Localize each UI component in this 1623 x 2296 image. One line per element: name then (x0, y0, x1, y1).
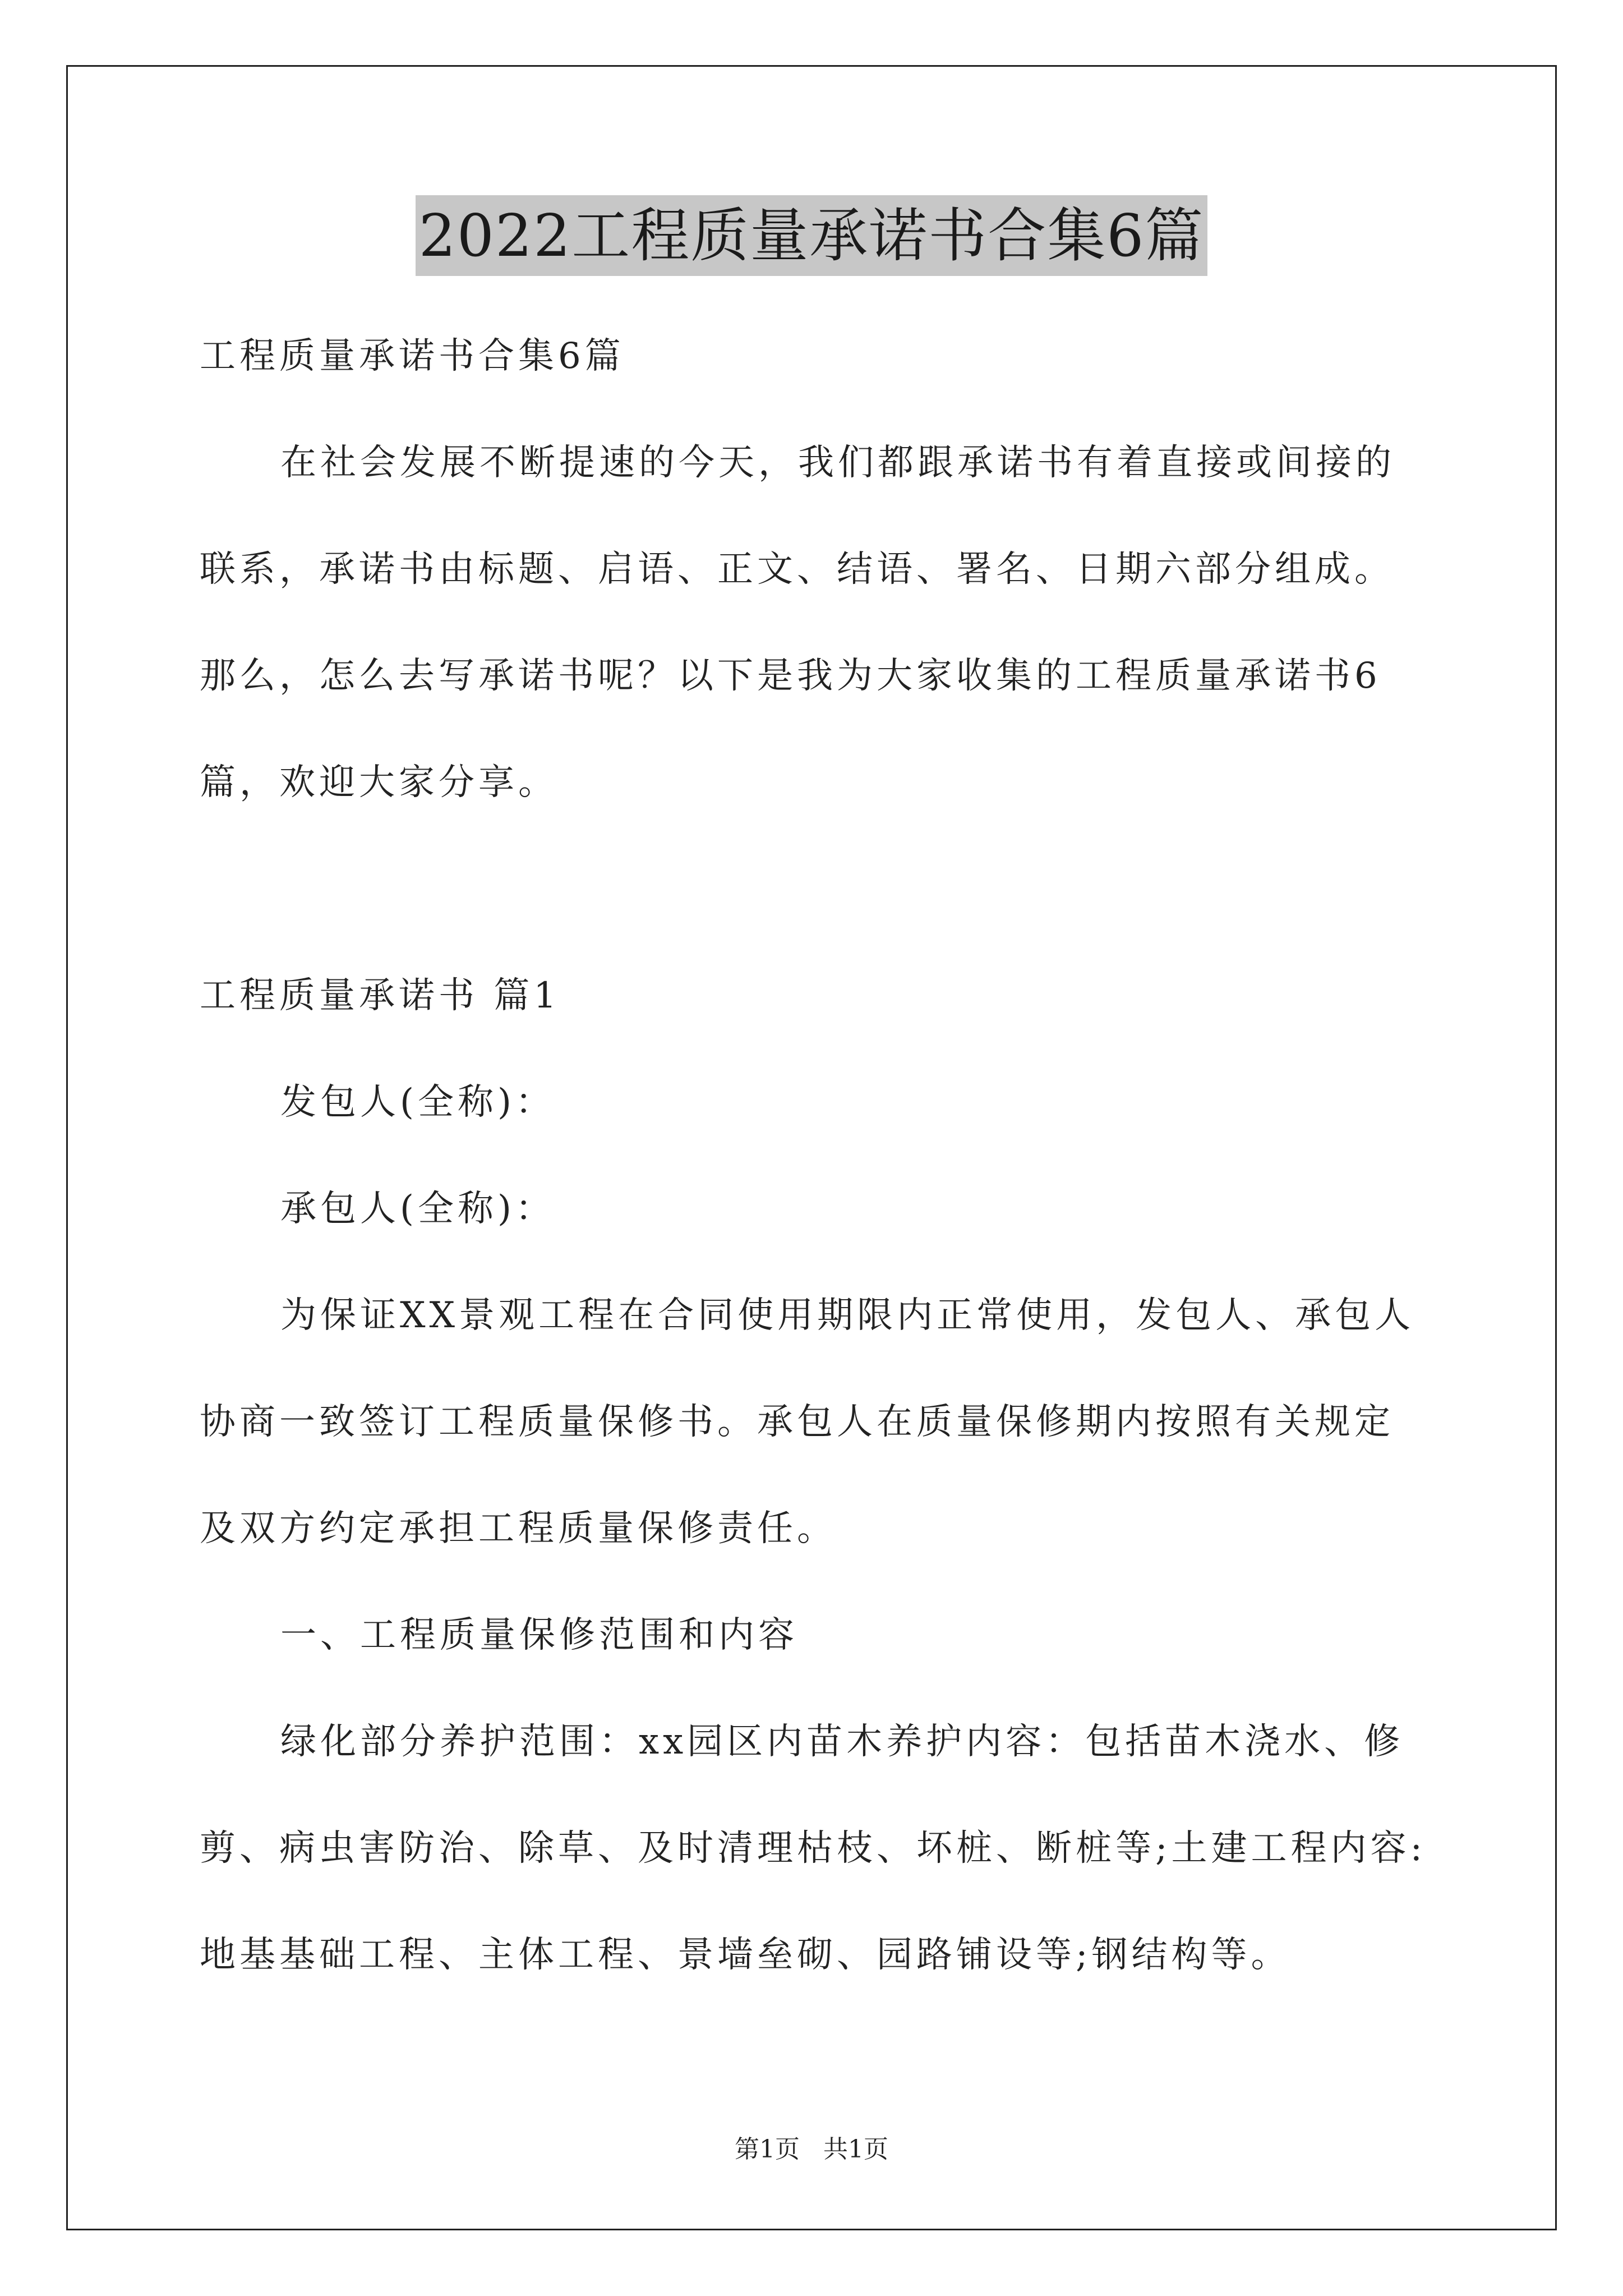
document-body (200, 303, 1433, 2008)
document-title: 2022工程质量承诺书合集6篇 (416, 195, 1208, 276)
blank-line (200, 836, 1433, 942)
page-number: 第1页 共1页 (735, 2135, 888, 2164)
paragraph-line: 剪、病虫害防治、除草、及时清理枯枝、坏桩、断桩等;土建工程内容: (200, 1828, 1427, 1869)
party-b-line: 承包人(全称)： (280, 1188, 555, 1230)
paragraph-line: 为保证XX景观工程在合同使用期限内正常使用，发包人、承包人 (280, 1295, 1415, 1336)
intro-line: 联系，承诺书由标题、启语、正文、结语、署名、日期六部分组成。 (200, 549, 1394, 590)
page-footer (0, 2133, 1623, 2166)
item-heading: 一、工程质量保修范围和内容 (280, 1614, 798, 1656)
party-a-line: 发包人(全称)： (280, 1082, 555, 1123)
paragraph-line: 及双方约定承担工程质量保修责任。 (200, 1508, 837, 1549)
paragraph-line: 地基基础工程、主体工程、景墙垒砌、园路铺设等;钢结构等。 (200, 1934, 1291, 1976)
title-container (0, 195, 1623, 276)
intro-line: 篇，欢迎大家分享。 (200, 762, 558, 803)
section-heading: 工程质量承诺书 篇1 (200, 975, 561, 1016)
paragraph-line: 绿化部分养护范围：xx园区内苗木养护内容：包括苗木浇水、修 (280, 1721, 1404, 1763)
document-subtitle: 工程质量承诺书合集6篇 (200, 335, 625, 377)
paragraph-line: 协商一致签订工程质量保修书。承包人在质量保修期内按照有关规定 (200, 1401, 1394, 1443)
intro-line: 那么，怎么去写承诺书呢？以下是我为大家收集的工程质量承诺书6 (200, 655, 1381, 697)
intro-line: 在社会发展不断提速的今天，我们都跟承诺书有着直接或间接的 (280, 442, 1395, 484)
